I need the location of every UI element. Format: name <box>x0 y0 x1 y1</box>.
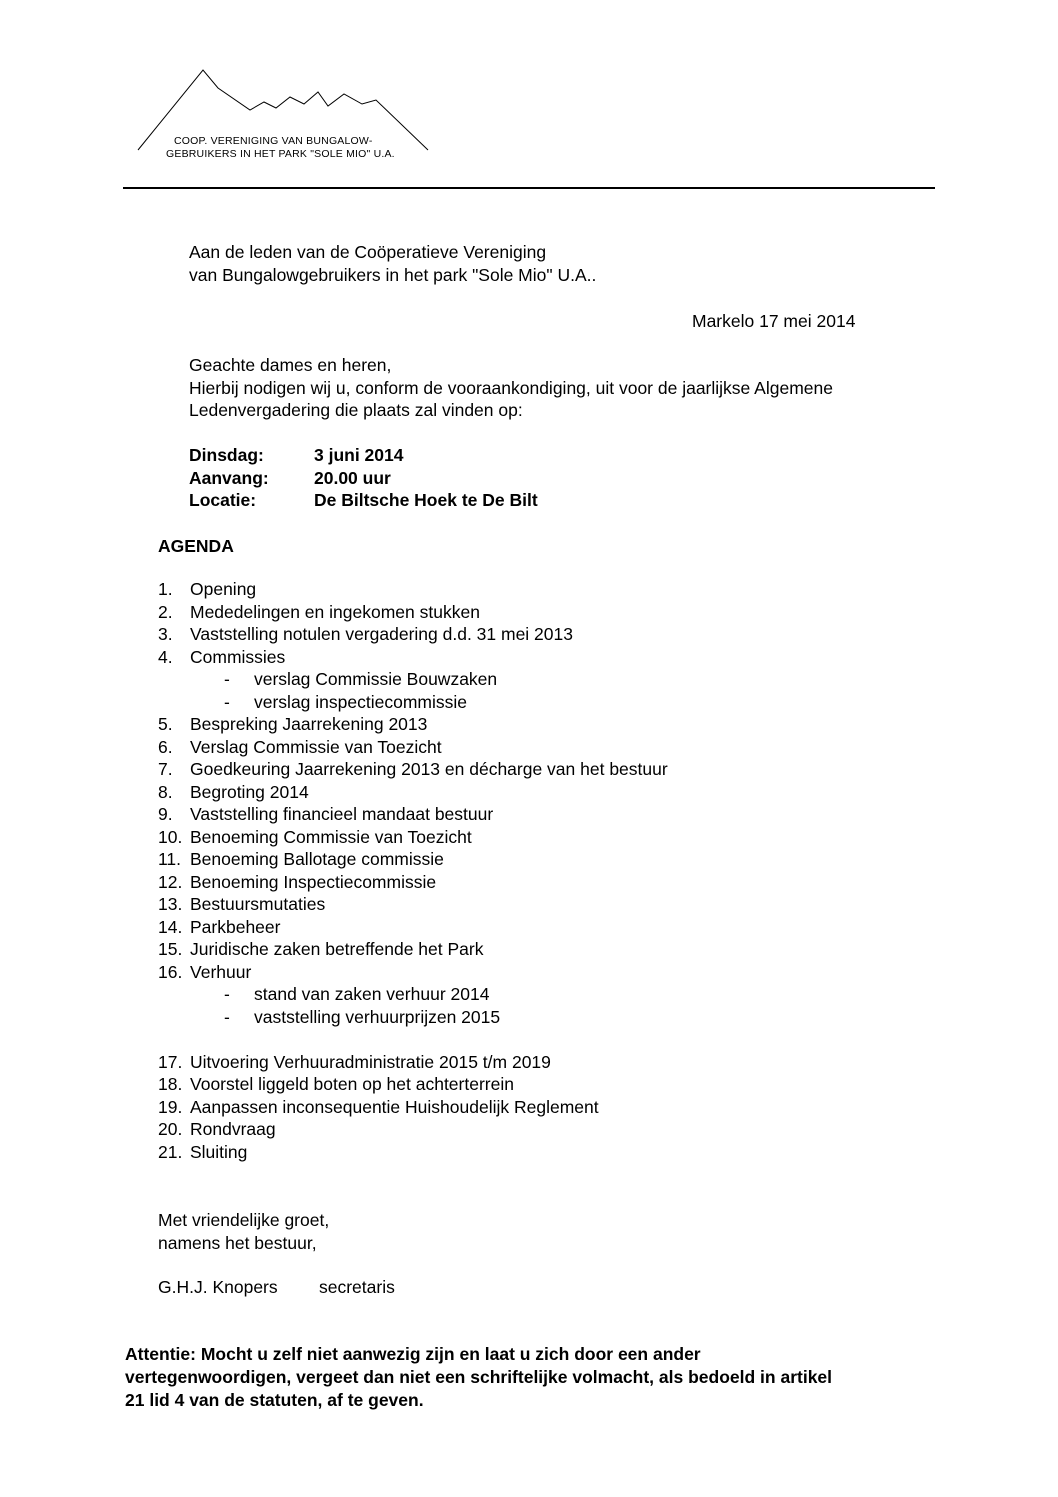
detail-value-start: 20.00 uur <box>314 468 391 488</box>
agenda-item-number: 1. <box>158 579 173 599</box>
closing-greeting: Met vriendelijke groet, <box>158 1210 330 1230</box>
agenda-sub-item: vaststelling verhuurprijzen 2015 <box>254 1006 501 1027</box>
agenda-item-number: 7. <box>158 759 173 779</box>
agenda-sub-item: verslag inspectiecommissie <box>254 691 467 712</box>
agenda-item-text: Aanpassen inconsequentie Huishoudelijk Reglement <box>190 1096 599 1117</box>
agenda-item-number: 19. <box>158 1096 183 1117</box>
agenda-item-text: Bespreking Jaarrekening 2013 <box>190 714 428 734</box>
intro-line1: Hierbij nodigen wij u, conform de vooraankondiging, uit voor de jaarlijkse Algemene <box>189 378 833 398</box>
agenda-item-number: 15. <box>158 939 183 959</box>
agenda-item-text: Rondvraag <box>190 1119 276 1139</box>
agenda-item-text: Juridische zaken betreffende het Park <box>190 939 484 959</box>
agenda-item-text: Uitvoering Verhuuradministratie 2015 t/m 2019 <box>190 1051 551 1072</box>
agenda-item-text: Benoeming Inspectiecommissie <box>190 871 437 892</box>
logo-text-line1: COOP. VERENIGING VAN BUNGALOW- <box>174 135 373 147</box>
agenda-item-number: 3. <box>158 624 173 644</box>
agenda-item-number: 13. <box>158 894 183 914</box>
agenda-item-text: Goedkeuring Jaarrekening 2013 en décharge van het bestuur <box>190 759 668 779</box>
agenda-item-text: Mededelingen en ingekomen stukken <box>190 601 480 622</box>
agenda-sub-item: stand van zaken verhuur 2014 <box>254 984 490 1004</box>
agenda-item-number: 14. <box>158 916 183 937</box>
signatory-name: G.H.J. Knopers <box>158 1277 278 1297</box>
agenda-item-text: Parkbeheer <box>190 916 281 937</box>
sub-item-dash: - <box>224 984 230 1004</box>
detail-label-day: Dinsdag: <box>189 445 264 465</box>
association-logo <box>130 64 440 174</box>
agenda-item-text: Vaststelling financieel mandaat bestuur <box>190 804 494 824</box>
closing-board: namens het bestuur, <box>158 1233 317 1253</box>
date-line: Markelo 17 mei 2014 <box>692 311 856 331</box>
agenda-item-text: Opening <box>190 579 257 599</box>
sub-item-dash: - <box>224 669 230 689</box>
agenda-item-number: 6. <box>158 736 173 757</box>
agenda-item-number: 9. <box>158 804 173 824</box>
agenda-item-number: 10. <box>158 826 183 847</box>
agenda-item-text: Commissies <box>190 646 286 667</box>
agenda-item-text: Voorstel liggeld boten op het achterterrein <box>190 1074 514 1094</box>
agenda-item-number: 18. <box>158 1074 183 1094</box>
notice-line3: 21 lid 4 van de statuten, af te geven. <box>125 1390 424 1410</box>
agenda-item-text: Vaststelling notulen vergadering d.d. 31 mei 2013 <box>190 624 573 644</box>
detail-value-location: De Biltsche Hoek te De Bilt <box>314 490 538 510</box>
agenda-item-number: 11. <box>158 849 182 869</box>
logo-text-line2: GEBRUIKERS IN HET PARK "SOLE MIO" U.A. <box>166 148 395 160</box>
address-line1: Aan de leden van de Coöperatieve Vereniging <box>189 242 547 262</box>
agenda-item-number: 20. <box>158 1119 183 1139</box>
signatory-role: secretaris <box>319 1277 395 1297</box>
agenda-item-number: 17. <box>158 1051 183 1072</box>
agenda-item-number: 4. <box>158 646 173 667</box>
agenda-item-text: Benoeming Commissie van Toezicht <box>190 826 472 847</box>
agenda-item-number: 8. <box>158 781 173 802</box>
agenda-item-number: 2. <box>158 601 173 622</box>
detail-label-location: Locatie: <box>189 490 257 510</box>
notice-line2: vertegenwoordigen, vergeet dan niet een schriftelijke volmacht, als bedoeld in artikel <box>125 1367 833 1387</box>
agenda-item-text: Bestuursmutaties <box>190 894 326 914</box>
agenda-item-number: 12. <box>158 871 183 892</box>
header-divider <box>123 187 935 189</box>
notice-line1: Attentie: Mocht u zelf niet aanwezig zijn en laat u zich door een ander <box>125 1344 701 1364</box>
agenda-item-text: Benoeming Ballotage commissie <box>190 849 444 869</box>
sub-item-dash: - <box>224 1006 230 1027</box>
detail-label-start: Aanvang: <box>189 468 269 488</box>
agenda-title: AGENDA <box>158 536 234 556</box>
agenda-sub-item: verslag Commissie Bouwzaken <box>254 669 498 689</box>
agenda-item-number: 21. <box>158 1141 183 1162</box>
agenda-item-text: Verhuur <box>190 961 252 982</box>
detail-value-day: 3 juni 2014 <box>314 445 404 465</box>
salutation: Geachte dames en heren, <box>189 355 392 375</box>
agenda-item-number: 16. <box>158 961 183 982</box>
intro-line2: Ledenvergadering die plaats zal vinden op: <box>189 400 523 420</box>
agenda-item-text: Verslag Commissie van Toezicht <box>190 736 442 757</box>
agenda-item-text: Begroting 2014 <box>190 781 309 802</box>
address-line2: van Bungalowgebruikers in het park "Sole Mio" U.A.. <box>189 265 597 285</box>
sub-item-dash: - <box>224 691 230 712</box>
agenda-item-number: 5. <box>158 714 173 734</box>
agenda-item-text: Sluiting <box>190 1141 248 1162</box>
